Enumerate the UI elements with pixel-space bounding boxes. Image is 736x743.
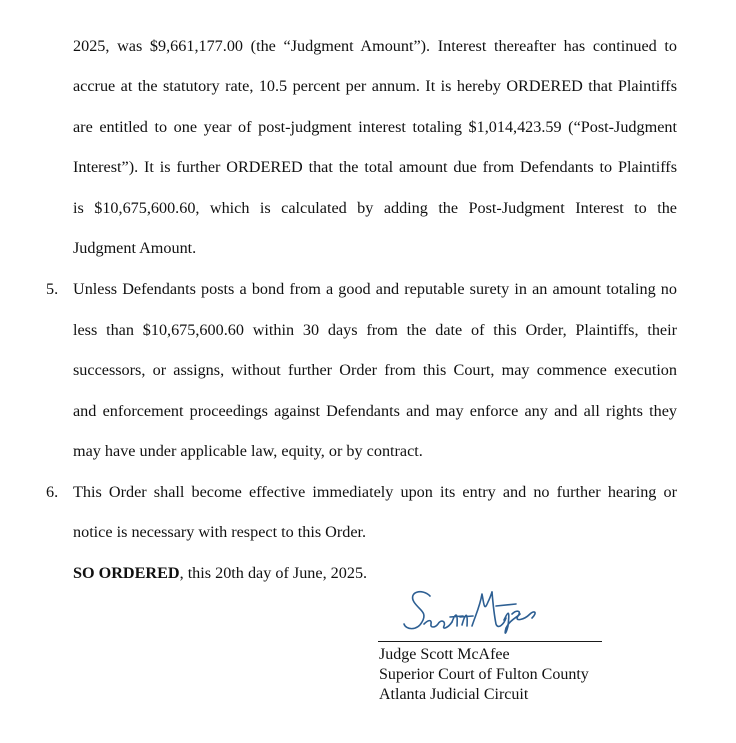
paragraph-4-line-3: are entitled to one year of post-judgment interest totaling $1,014,423.59 (“Post-Judgment (73, 118, 677, 136)
judge-name: Judge Scott McAfee (379, 646, 510, 663)
paragraph-6-line-2: notice is necessary with respect to this Order. (73, 523, 367, 541)
paragraph-4-line-2: accrue at the statutory rate, 10.5 percent per annum. It is hereby ORDERED that Plaintiffs (73, 77, 677, 95)
paragraph-6-line-1: This Order shall become effective immediately upon its entry and no further hearing or (73, 483, 677, 501)
judicial-circuit: Atlanta Judicial Circuit (379, 686, 529, 703)
judge-signature-image (400, 584, 540, 642)
so-ordered-heading: SO ORDERED (73, 564, 180, 582)
so-ordered-statement (73, 563, 677, 583)
paragraph-4-line-1: 2025, was $9,661,177.00 (the “Judgment Amount”). Interest thereafter has continued to (73, 37, 677, 55)
signature-line (378, 641, 602, 642)
court-name: Superior Court of Fulton County (379, 666, 589, 683)
paragraph-4-line-4: Interest”). It is further ORDERED that the total amount due from Defendants to Plaintiffs (73, 158, 677, 176)
paragraph-5-line-2: less than $10,675,600.60 within 30 days from the date of this Order, Plaintiffs, their (73, 321, 677, 339)
paragraph-5-line-3: successors, or assigns, without further Order from this Court, may commence execution (73, 361, 677, 379)
paragraph-4-line-5: is $10,675,600.60, which is calculated by adding the Post-Judgment Interest to the (73, 199, 677, 217)
paragraph-5-number: 5. (46, 280, 59, 298)
paragraph-4-line-6: Judgment Amount. (73, 239, 197, 257)
paragraph-6-number: 6. (46, 483, 59, 501)
paragraph-5-line-1: Unless Defendants posts a bond from a good and reputable surety in an amount totaling no (73, 280, 677, 298)
paragraph-5-line-5: may have under applicable law, equity, or by contract. (73, 442, 423, 460)
paragraph-5-line-4: and enforcement proceedings against Defendants and may enforce any and all rights they (73, 402, 677, 420)
so-ordered-date: , this 20th day of June, 2025. (179, 564, 368, 582)
